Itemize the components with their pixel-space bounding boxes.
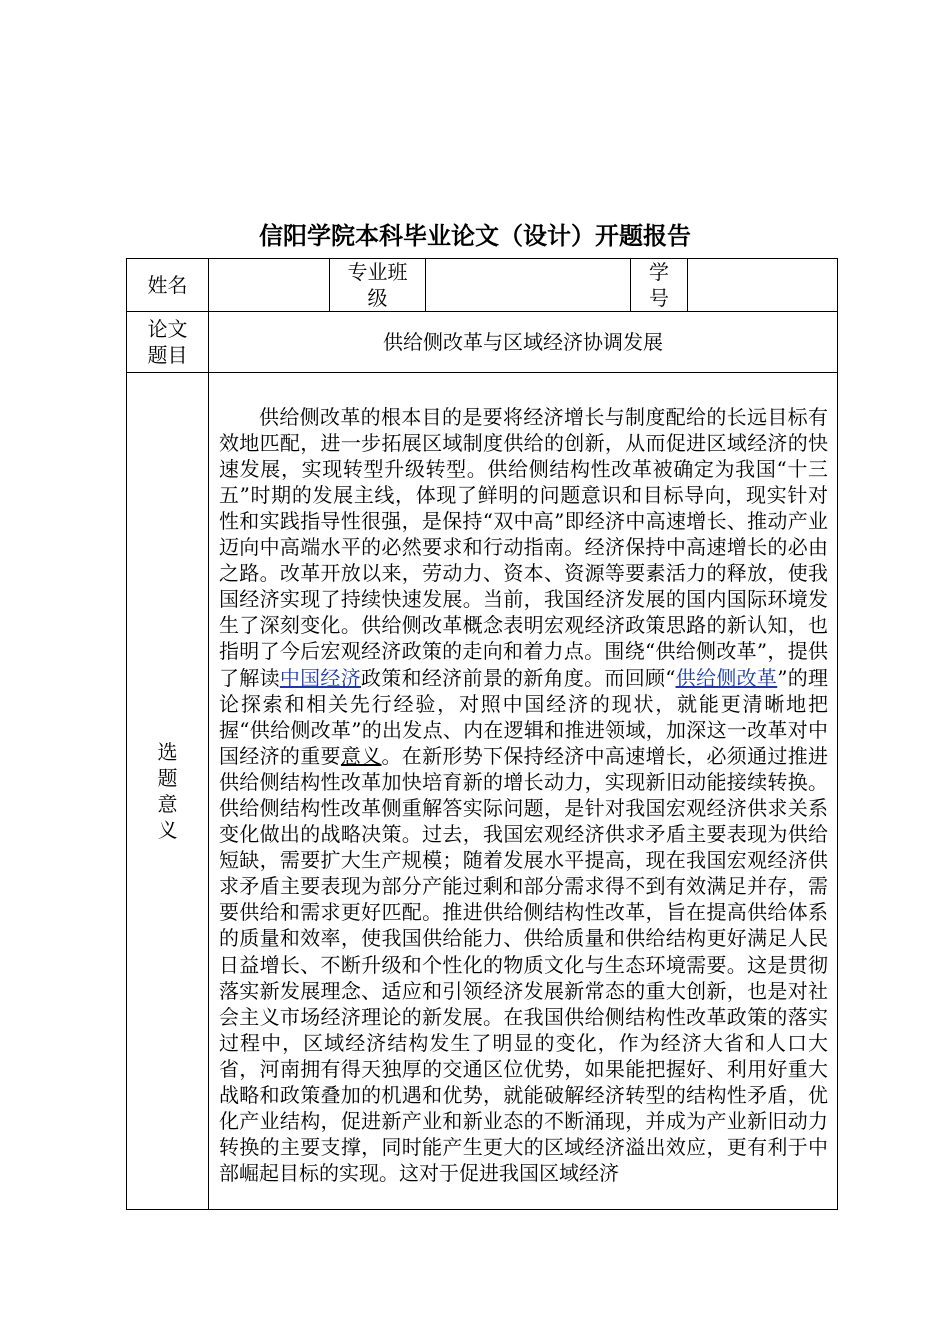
thesis-title-label-cell xyxy=(127,312,209,373)
significance-label: 选题意义 xyxy=(157,740,178,842)
name-label-cell xyxy=(127,259,209,312)
proposal-table xyxy=(126,258,838,1210)
thesis-title-value: 供给侧改革与区域经济协调发展 xyxy=(383,330,663,354)
significance-body-cell xyxy=(209,373,838,1210)
info-row xyxy=(127,259,838,312)
major-class-label-cell xyxy=(330,259,426,312)
significance-text-1: 供给侧改革的根本目的是要将经济增长与制度配给的长远目标有效地匹配，进一步拓展区域制度供给的创新，从而促进区域经济的快速发展，实现转型升级转型。供给侧结构性改革被确定为我国“十三五”时期的发展主线，体现了鲜明的问题意识和目标导向，现实针对性和实践指导性很强，是保持“双中高”即经济中高速增长、推动产业迈向中高端水平的必然要求和行动指南。经济保持中高速增长的必由之路。改革开放以来，劳动力、资本、资源等要素活力的释放，使我国经济实现了持续快速发展。当前，我国经济发展的国内国际环境发生了深刻变化。供给侧改革概念表明宏观经济政策思路的新认知，也指明了今后宏观经济政策的走向和着力点。围绕“供给侧改革”，提供了解读 xyxy=(219,404,828,690)
student-id-label: 学号 xyxy=(649,260,669,310)
thesis-title-value-cell xyxy=(209,312,838,373)
document-title: 信阳学院本科毕业论文（设计）开题报告 xyxy=(259,222,691,250)
china-economy-link[interactable]: 中国经济 xyxy=(279,665,361,690)
student-id-value-cell[interactable] xyxy=(688,259,838,312)
thesis-title-row xyxy=(127,312,838,373)
significance-label-cell xyxy=(127,373,209,1210)
name-value-cell[interactable] xyxy=(209,259,330,312)
significance-text-3: ”的理论探索和相关先行经验，对照中国经济的现状，就能更清晰地把握“供给侧改革”的出发点、内在逻辑和推进领域，加深这一改革对中国经济的重要 xyxy=(219,665,829,768)
name-label: 姓名 xyxy=(147,273,188,297)
thesis-title-label: 论文题目 xyxy=(147,317,188,367)
significance-underlined-word: 意义 xyxy=(340,743,382,768)
major-class-label: 专业班级 xyxy=(347,260,408,310)
significance-row xyxy=(127,373,838,1210)
supply-side-reform-link[interactable]: 供给侧改革 xyxy=(675,665,778,690)
major-class-value-cell[interactable] xyxy=(426,259,631,312)
significance-text-4: 。在新形势下保持经济中高速增长，必须通过推进供给侧结构性改革加快培育新的增长动力，实现新旧动能接续转换。供给侧结构性改革侧重解答实际问题，是针对我国宏观经济供求关系变化做出的战略决策。过去，我国宏观经济供求矛盾主要表现为供给短缺，需要扩大生产规模；随着发展水平提高，现在我国宏观经济供求矛盾主要表现为部分产能过剩和部分需求得不到有效满足并存，需要供给和需求更好匹配。推进供给侧结构性改革，旨在提高供给体系的质量和效率，使我国供给能力、供给质量和供给结构更好满足人民日益增长、不断升级和个性化的物质文化与生态环境需要。这是贯彻落实新发展理念、适应和引领经济发展新常态的重大创新，也是对社会主义市场经济理论的新发展。在我国供给侧结构性改革政策的落实过程中，区域经济结构发生了明显的变化，作为经济大省和人口大省，河南拥有得天独厚的交通区位优势，如果能把握好、利用好重大战略和政策叠加的机遇和优势，就能破解经济转型的结构性矛盾，优化产业结构，促进新产业和新业态的不断涌现，并成为产业新旧动力转换的主要支撑，同时能产生更大的区域经济溢出效应，更有利于中部崛起目标的实现。这对于促进我国区域经济 xyxy=(219,743,829,1186)
student-id-label-cell xyxy=(631,259,688,312)
significance-paragraph xyxy=(209,396,837,1187)
significance-text-2: 政策和经济前景的新角度。而回顾“ xyxy=(361,665,676,690)
